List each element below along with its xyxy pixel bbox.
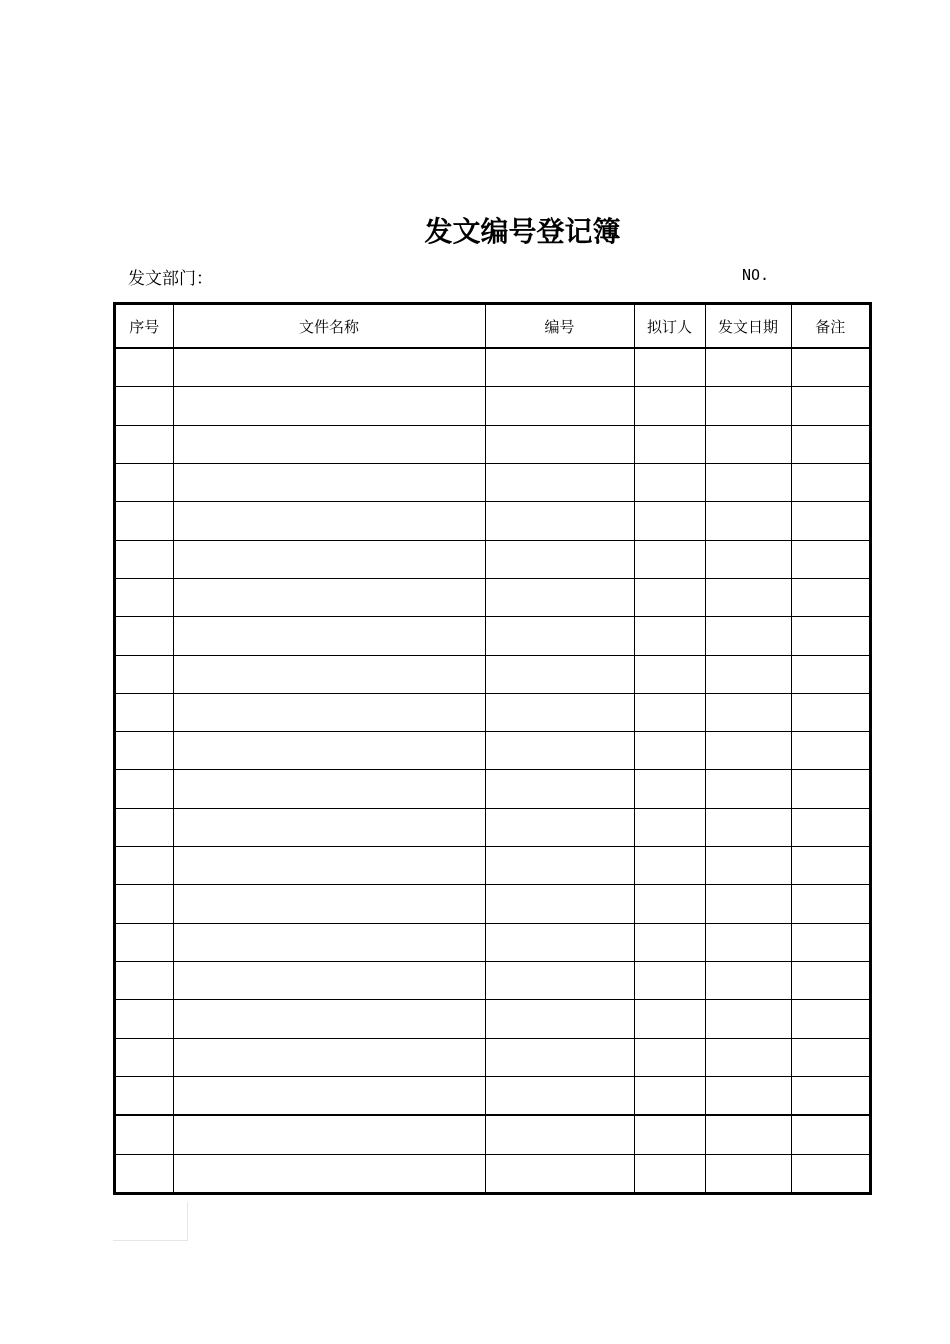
table-row: [116, 655, 869, 693]
cell-number[interactable]: [485, 1038, 634, 1076]
cell-file-name[interactable]: [173, 847, 485, 885]
table-row: [116, 387, 869, 425]
cell-remarks[interactable]: [791, 502, 869, 540]
cell-remarks[interactable]: [791, 808, 869, 846]
cell-remarks[interactable]: [791, 348, 869, 387]
register-body: [116, 348, 869, 1192]
table-row: [116, 732, 869, 770]
cell-drafter[interactable]: [634, 617, 705, 655]
cell-drafter[interactable]: [634, 693, 705, 731]
cell-number[interactable]: [485, 1000, 634, 1038]
cell-issue-date[interactable]: [705, 348, 791, 387]
cell-issue-date[interactable]: [705, 1076, 791, 1115]
cell-issue-date[interactable]: [705, 617, 791, 655]
cell-remarks[interactable]: [791, 1076, 869, 1115]
cell-number[interactable]: [485, 348, 634, 387]
cell-serial[interactable]: [116, 655, 173, 693]
table-row: [116, 348, 869, 387]
cell-drafter[interactable]: [634, 502, 705, 540]
cell-number[interactable]: [485, 962, 634, 1000]
cell-number[interactable]: [485, 463, 634, 501]
cell-remarks[interactable]: [791, 425, 869, 463]
table-row: [116, 962, 869, 1000]
cell-number[interactable]: [485, 425, 634, 463]
cell-serial[interactable]: [116, 578, 173, 616]
cell-issue-date[interactable]: [705, 1000, 791, 1038]
cell-remarks[interactable]: [791, 540, 869, 578]
cell-drafter[interactable]: [634, 387, 705, 425]
cell-serial[interactable]: [116, 387, 173, 425]
cell-file-name[interactable]: [173, 425, 485, 463]
table-row: [116, 1038, 869, 1076]
column-header-number: 编号: [485, 305, 634, 348]
table-row: [116, 463, 869, 501]
cell-drafter[interactable]: [634, 885, 705, 923]
cell-serial[interactable]: [116, 808, 173, 846]
column-header-remarks: 备注: [791, 305, 869, 348]
cell-file-name[interactable]: [173, 387, 485, 425]
cell-issue-date[interactable]: [705, 655, 791, 693]
column-header-issue-date: 发文日期: [705, 305, 791, 348]
cell-file-name[interactable]: [173, 770, 485, 808]
cell-number[interactable]: [485, 617, 634, 655]
cell-drafter[interactable]: [634, 540, 705, 578]
cell-number[interactable]: [485, 885, 634, 923]
cell-issue-date[interactable]: [705, 387, 791, 425]
cell-remarks[interactable]: [791, 923, 869, 961]
cell-number[interactable]: [485, 923, 634, 961]
cell-remarks[interactable]: [791, 885, 869, 923]
cell-drafter[interactable]: [634, 732, 705, 770]
cell-issue-date[interactable]: [705, 425, 791, 463]
cell-file-name[interactable]: [173, 502, 485, 540]
cell-file-name[interactable]: [173, 1115, 485, 1154]
cell-remarks[interactable]: [791, 1154, 869, 1192]
cell-number[interactable]: [485, 1076, 634, 1115]
table-row: [116, 923, 869, 961]
cell-file-name[interactable]: [173, 578, 485, 616]
cell-number[interactable]: [485, 1154, 634, 1192]
cell-remarks[interactable]: [791, 1038, 869, 1076]
cell-file-name[interactable]: [173, 732, 485, 770]
cell-drafter[interactable]: [634, 923, 705, 961]
cell-serial[interactable]: [116, 923, 173, 961]
cell-drafter[interactable]: [634, 1115, 705, 1154]
cell-issue-date[interactable]: [705, 962, 791, 1000]
cell-remarks[interactable]: [791, 693, 869, 731]
cell-serial[interactable]: [116, 425, 173, 463]
cell-number[interactable]: [485, 808, 634, 846]
table-header-row: [116, 305, 869, 348]
cell-remarks[interactable]: [791, 732, 869, 770]
cell-file-name[interactable]: [173, 463, 485, 501]
cell-issue-date[interactable]: [705, 1115, 791, 1154]
cell-remarks[interactable]: [791, 962, 869, 1000]
table-row: [116, 1000, 869, 1038]
cell-file-name[interactable]: [173, 693, 485, 731]
cell-remarks[interactable]: [791, 1000, 869, 1038]
cell-issue-date[interactable]: [705, 732, 791, 770]
cell-number[interactable]: [485, 732, 634, 770]
table-row: [116, 617, 869, 655]
cell-file-name[interactable]: [173, 885, 485, 923]
cell-drafter[interactable]: [634, 770, 705, 808]
cell-file-name[interactable]: [173, 1038, 485, 1076]
cell-serial[interactable]: [116, 885, 173, 923]
cell-serial[interactable]: [116, 1115, 173, 1154]
cell-number[interactable]: [485, 1115, 634, 1154]
cell-serial[interactable]: [116, 770, 173, 808]
cell-file-name[interactable]: [173, 617, 485, 655]
cell-serial[interactable]: [116, 348, 173, 387]
table-row: [116, 770, 869, 808]
cell-serial[interactable]: [116, 732, 173, 770]
table-row: [116, 847, 869, 885]
cell-issue-date[interactable]: [705, 1154, 791, 1192]
cell-drafter[interactable]: [634, 348, 705, 387]
cell-drafter[interactable]: [634, 1154, 705, 1192]
table-row: [116, 885, 869, 923]
cell-issue-date[interactable]: [705, 847, 791, 885]
cell-number[interactable]: [485, 540, 634, 578]
cell-remarks[interactable]: [791, 770, 869, 808]
cell-drafter[interactable]: [634, 463, 705, 501]
cell-remarks[interactable]: [791, 578, 869, 616]
cell-issue-date[interactable]: [705, 770, 791, 808]
cell-drafter[interactable]: [634, 425, 705, 463]
table-row: [116, 808, 869, 846]
cell-remarks[interactable]: [791, 387, 869, 425]
cell-issue-date[interactable]: [705, 885, 791, 923]
table-row: [116, 578, 869, 616]
cell-remarks[interactable]: [791, 1115, 869, 1154]
cell-serial[interactable]: [116, 693, 173, 731]
cell-drafter[interactable]: [634, 578, 705, 616]
cell-drafter[interactable]: [634, 1076, 705, 1115]
document-title: 发文编号登记簿: [424, 215, 621, 248]
cell-serial[interactable]: [116, 847, 173, 885]
department-label: 发文部门：: [128, 269, 213, 289]
cell-issue-date[interactable]: [705, 540, 791, 578]
number-label: NO.: [742, 266, 770, 284]
cell-serial[interactable]: [116, 962, 173, 1000]
column-header-file-name: 文件名称: [173, 305, 485, 348]
cell-number[interactable]: [485, 502, 634, 540]
cell-drafter[interactable]: [634, 655, 705, 693]
cell-remarks[interactable]: [791, 617, 869, 655]
cell-number[interactable]: [485, 770, 634, 808]
cell-remarks[interactable]: [791, 463, 869, 501]
table-row: [116, 540, 869, 578]
cell-file-name[interactable]: [173, 1076, 485, 1115]
cell-file-name[interactable]: [173, 348, 485, 387]
cell-issue-date[interactable]: [705, 463, 791, 501]
cell-file-name[interactable]: [173, 1154, 485, 1192]
cell-file-name[interactable]: [173, 540, 485, 578]
column-header-drafter: 拟订人: [634, 305, 705, 348]
cell-number[interactable]: [485, 578, 634, 616]
cell-remarks[interactable]: [791, 847, 869, 885]
cell-drafter[interactable]: [634, 1038, 705, 1076]
cell-serial[interactable]: [116, 463, 173, 501]
table-row: [116, 1115, 869, 1154]
register-table-frame: [113, 302, 872, 1195]
cell-drafter[interactable]: [634, 808, 705, 846]
register-table: [116, 305, 869, 1192]
cell-drafter[interactable]: [634, 847, 705, 885]
cell-serial[interactable]: [116, 617, 173, 655]
cell-serial[interactable]: [116, 502, 173, 540]
cell-serial[interactable]: [116, 540, 173, 578]
cell-issue-date[interactable]: [705, 923, 791, 961]
cell-issue-date[interactable]: [705, 502, 791, 540]
table-row: [116, 502, 869, 540]
cell-issue-date[interactable]: [705, 578, 791, 616]
table-row: [116, 425, 869, 463]
cell-issue-date[interactable]: [705, 1038, 791, 1076]
cell-number[interactable]: [485, 655, 634, 693]
cell-file-name[interactable]: [173, 1000, 485, 1038]
cell-serial[interactable]: [116, 1000, 173, 1038]
cell-file-name[interactable]: [173, 923, 485, 961]
cell-number[interactable]: [485, 387, 634, 425]
table-row: [116, 1076, 869, 1115]
table-row: [116, 693, 869, 731]
cell-file-name[interactable]: [173, 962, 485, 1000]
cell-remarks[interactable]: [791, 655, 869, 693]
table-row: [116, 1154, 869, 1192]
cell-drafter[interactable]: [634, 962, 705, 1000]
cell-serial[interactable]: [116, 1154, 173, 1192]
cell-drafter[interactable]: [634, 1000, 705, 1038]
faint-cell-outline: [113, 1202, 188, 1241]
cell-number[interactable]: [485, 847, 634, 885]
cell-issue-date[interactable]: [705, 693, 791, 731]
cell-number[interactable]: [485, 693, 634, 731]
cell-serial[interactable]: [116, 1038, 173, 1076]
column-header-serial: 序号: [116, 305, 173, 348]
cell-serial[interactable]: [116, 1076, 173, 1115]
cell-file-name[interactable]: [173, 808, 485, 846]
cell-file-name[interactable]: [173, 655, 485, 693]
cell-issue-date[interactable]: [705, 808, 791, 846]
